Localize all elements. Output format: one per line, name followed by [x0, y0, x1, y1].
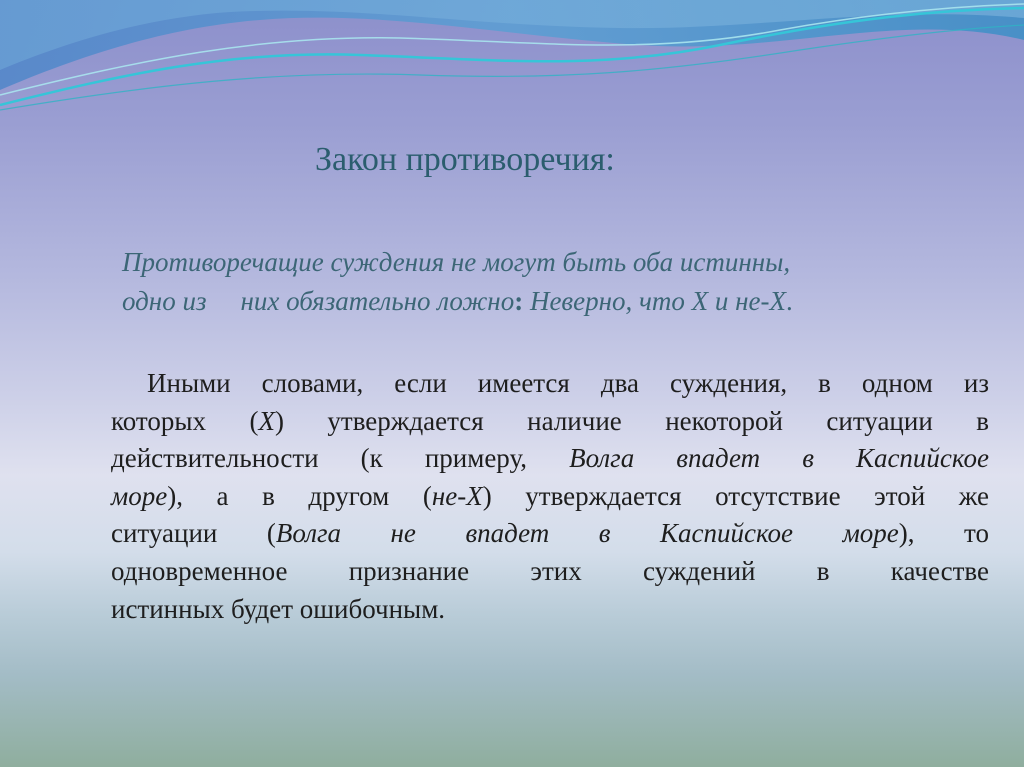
definition-text-c: Неверно, что X и не-X [523, 286, 787, 316]
decorative-wave-banner [0, 0, 1024, 130]
explanation-line-3 [111, 440, 989, 478]
law-definition [122, 243, 1002, 321]
explanation-text: ), то [898, 518, 989, 549]
variable-not-x: не-X [431, 480, 483, 511]
definition-line-1: Противоречащие суждения не могут быть оба истинны, [122, 247, 791, 277]
slide-title: Закон противоречия: [315, 141, 615, 178]
explanation-paragraph [111, 365, 989, 628]
explanation-text: ), а в другом ( [167, 480, 432, 511]
explanation-text: ситуации ( [111, 518, 276, 549]
counterexample-italic: Волга не впадет в Каспийское море [275, 518, 899, 549]
definition-text-b: них обязательно ложно [240, 286, 515, 316]
definition-period: . [786, 286, 793, 316]
explanation-text: ) утверждается отсутствие этой же [482, 480, 989, 511]
explanation-line-4 [111, 478, 989, 516]
explanation-line-2 [111, 403, 989, 441]
explanation-text: ) утверждается наличие некоторой ситуации в [274, 405, 990, 436]
explanation-line-1: Иными словами, если имеется два суждения, в одном из [147, 368, 989, 398]
example-italic: море [111, 480, 168, 511]
definition-colon: : [514, 286, 524, 316]
variable-x: X [258, 405, 275, 436]
definition-line-2 [122, 282, 1002, 321]
example-italic: Волга впадет в Каспийское [569, 443, 989, 474]
wave-line-teal [0, 25, 1024, 110]
explanation-text: которых ( [111, 405, 259, 436]
definition-text-a: одно из [122, 286, 207, 316]
explanation-line-6: одновременное признание этих суждений в качестве [111, 555, 989, 586]
explanation-line-5 [111, 515, 989, 553]
explanation-text: действительности (к примеру, [111, 443, 570, 474]
explanation-line-7: истинных будет ошибочным. [111, 593, 446, 624]
